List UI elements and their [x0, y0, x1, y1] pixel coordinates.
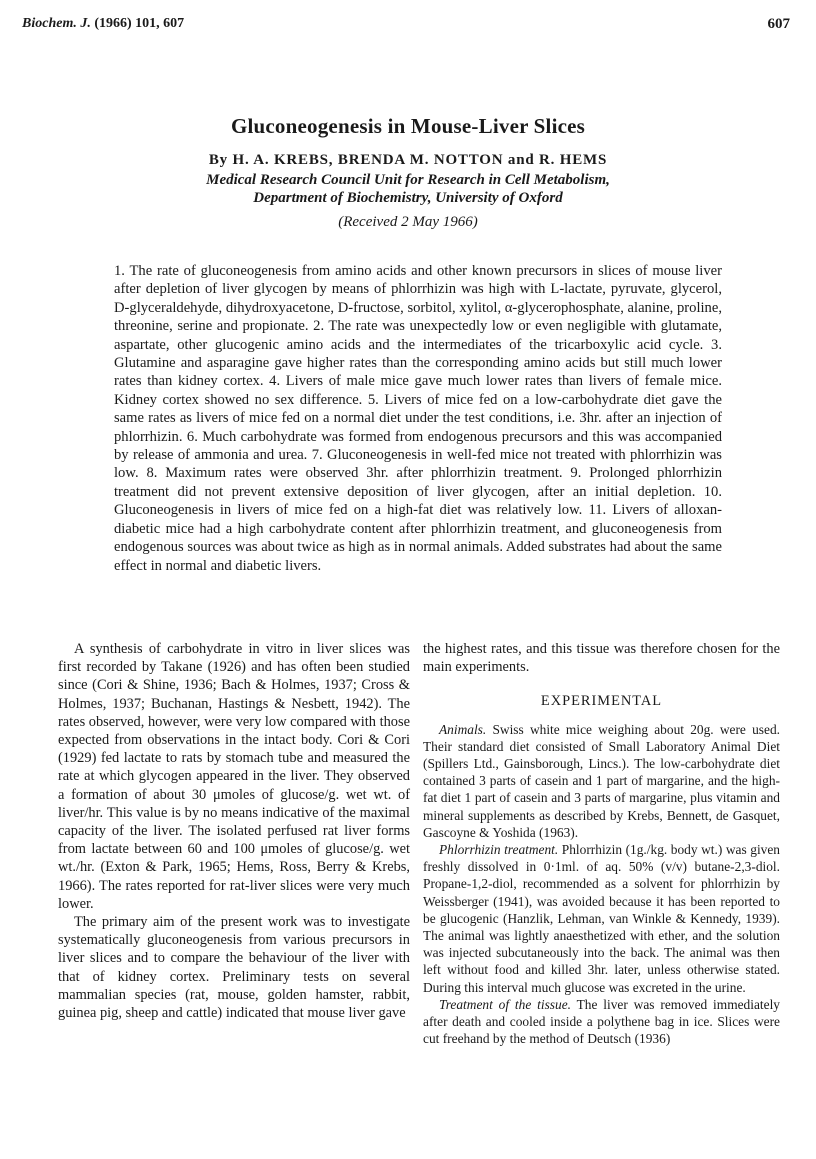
- tissue-heading: Treatment of the tissue.: [439, 996, 571, 1012]
- section-heading-experimental: EXPERIMENTAL: [540, 693, 663, 710]
- left-column: [58, 640, 410, 1022]
- affiliation-line-1: Medical Research Council Unit for Research in Cell Metabolism,: [206, 172, 610, 188]
- citation-details: (1966) 101, 607: [90, 16, 185, 31]
- running-header: [22, 16, 790, 40]
- tissue-text: The liver was removed immediately after death and cooled inside a polythene bag in ice. Slices were cut freehand by the method of Deutsch (1936): [423, 996, 780, 1047]
- right-column: [423, 640, 780, 1047]
- article-title: Gluconeogenesis in Mouse-Liver Slices: [230, 114, 586, 138]
- animals-heading: Animals.: [439, 721, 487, 737]
- animals-text: Swiss white mice weighing about 20g. were used. Their standard diet consisted of Small Laboratory Animal Diet (Spillers Ltd., Gainsborough, Lincs.). The low-carbohydrate diet contained 3 parts of casein and 1 part of margarine, and the high-fat diet 1 part of casein and 3 parts of margarine, plus vitamin and mineral supplements as described by Krebs, Bennett, de Gasquet, Gascoyne & Yoshida (1963).: [423, 721, 780, 840]
- intro-paragraph-1: A synthesis of carbohydrate in vitro in liver slices was first recorded by Takane (1926) and has often been studied since (Cori & Shine, 1936; Bach & Holmes, 1937; Cross & Holmes, 1937; Buchanan, Hastings & Nesbett, 1942). The rates observed, however, were very low compared with those expected from observations in the intact body. Cori & Cori (1929) fed lactate to rats by stomach tube and measured the rate at which glycogen appeared in the liver. They observed a formation of about 30 μmoles of glucose/g. wet wt. of liver/hr. This value is by no means indicative of the maximal capacity of the liver. The isolated perfused rat liver forms from lactate between 60 and 100 μmoles of glucose/g. wet wt./hr. (Exton & Park, 1965; Hems, Ross, Berry & Krebs, 1966). The rates reported for rat-liver slices were very much lower.: [58, 641, 410, 912]
- journal-citation: [22, 16, 184, 32]
- affiliation-line-2: Department of Biochemistry, University of Oxford: [253, 190, 563, 206]
- abstract: 1. The rate of gluconeogenesis from amino acids and other known precursors in slices of mouse liver after depletion of liver glycogen by means of phlorrhizin was high with L-lactate, pyruvate, glycerol, D-glyceraldehyde, dihydroxyacetone, D-fructose, sorbitol, xylitol, α-glycerophosphate, alanine, proline, threonine, serine and propionate. 2. The rate was unexpectedly low or even negligible with glutamate, aspartate, other glucogenic amino acids and the intermediates of the tricarboxylic acid cycle. 3. Glutamine and asparagine gave higher rates than the corresponding amino acids but still much lower rates than kidney cortex. 4. Livers of male mice gave much lower rates than livers of female mice. Kidney cortex showed no sex difference. 5. Livers of mice fed on a low-carbohydrate diet gave the same rates as livers of mice fed on a normal diet under the test conditions, i.e. 3hr. after an injection of phlorrhizin. 6. Much carbohydrate was formed from endogenous precursors and this was accompanied by release of ammonia and urea. 7. Gluconeogenesis in well-fed mice not treated with phlorrhizin was low. 8. Maximum rates were observed 3hr. after phlorrhizin treatment. 9. Prolonged phlorrhizin treatment did not prevent extensive deposition of liver glycogen, after an initial depletion. 10. Gluconeogenesis in livers of mice fed on a high-fat diet was relatively low. 11. Livers of alloxan-diabetic mice had a high carbohydrate content after phlorrhizin treatment, and gluconeogenesis from endogenous sources was about twice as high as in normal animals. Added substrates had about the same effect in normal and diabetic livers.: [114, 263, 722, 574]
- tissue-paragraph: [423, 996, 780, 1048]
- phlorrhizin-text: Phlorrhizin (1g./kg. body wt.) was given freshly dissolved in 0·1ml. of aq. 50% (v/v) butane-2,3-diol. Propane-1,2-diol, recommended as a solvent for phlorrhizin by Weissberger (1941), was avoided because it has been reported to be glucogenic (Hanzlik, Lehman, van Winkle & Kennedy, 1939). The animal was lightly anaesthetized with ether, and the solution was injected subcutaneously into the back. The animal was then left without food and killed 3hr. later, unless otherwise stated. During this interval much glucose was excreted in the urine.: [423, 842, 780, 995]
- phlorrhizin-paragraph: [423, 841, 780, 996]
- animals-paragraph: [423, 721, 780, 841]
- phlorrhizin-heading: Phlorrhizin treatment.: [439, 842, 559, 858]
- page-number: 607: [767, 16, 790, 32]
- journal-name: Biochem. J.: [22, 16, 91, 31]
- author-byline: By H. A. KREBS, BRENDA M. NOTTON and R. HEMS: [208, 152, 608, 168]
- received-date: (Received 2 May 1966): [338, 214, 478, 230]
- intro-paragraph-2: The primary aim of the present work was to investigate systematically gluconeogenesis from various precursors in liver slices and to compare the behaviour of the liver with that of kidney cortex. Preliminary tests on several mammalian species (rat, mouse, golden hamster, rabbit, guinea pig, sheep and cattle) indicated that mouse liver gave: [58, 914, 410, 1022]
- intro-continuation: the highest rates, and this tissue was therefore chosen for the main experiments.: [423, 641, 780, 676]
